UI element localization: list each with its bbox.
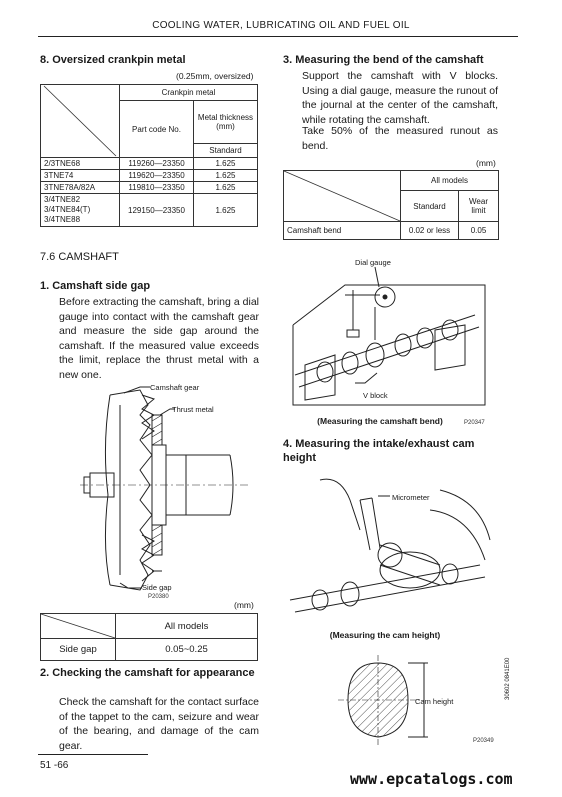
cell-thick: 1.625 <box>194 182 258 194</box>
table-corner <box>284 171 401 222</box>
section-3-title: 3. Measuring the bend of the camshaft <box>283 54 484 66</box>
section-8-unit: (0.25mm, oversized) <box>176 71 254 81</box>
page-header: COOLING WATER, LUBRICATING OIL AND FUEL OIL <box>152 20 410 31</box>
label-v-block: V block <box>363 391 388 400</box>
table-row <box>284 222 499 240</box>
cell-standard: 0.02 or less <box>401 222 459 240</box>
cell-model: 2/3TNE68 <box>41 158 120 170</box>
item-2-text: Check the camshaft for the contact surface of the tappet to the cam, seizure and wear of the bearing, and damage of the cam gear. <box>59 696 259 752</box>
side-code: 30602 0841E00 <box>505 657 511 700</box>
col-part-header: Part code No. <box>120 101 194 158</box>
label-dial-gauge: Dial gauge <box>355 258 391 267</box>
camshaft-bend-table <box>283 170 499 240</box>
col-group-header: Crankpin metal <box>120 85 258 101</box>
label-cam-height: Cam height <box>415 697 454 706</box>
cell-model: 3/4TNE82 3/4TNE84(T) 3/4TNE88 <box>41 194 120 227</box>
figure-code: P20380 <box>148 594 169 600</box>
watermark[interactable]: www.epcatalogs.com <box>350 770 513 788</box>
table-row <box>41 158 258 170</box>
cell-model: 3TNE74 <box>41 170 120 182</box>
table-corner <box>41 614 116 639</box>
section-76-title: 7.6 CAMSHAFT <box>40 251 119 263</box>
cell-value: 0.05~0.25 <box>116 639 258 661</box>
cell-label: Side gap <box>41 639 116 661</box>
cell-model: 3TNE78A/82A <box>41 182 120 194</box>
col-thick-header: Metal thickness (mm) <box>194 101 258 144</box>
table-corner <box>41 85 120 158</box>
bend-figure-caption: (Measuring the camshaft bend) <box>317 416 443 426</box>
cell-part: 119620—23350 <box>120 170 194 182</box>
table-row <box>41 639 258 661</box>
cam-figure-code: P20349 <box>473 738 494 744</box>
page-number: 51 -66 <box>40 760 69 771</box>
camshaft-side-gap-figure <box>80 385 260 595</box>
table-row <box>41 194 258 227</box>
cell-thick: 1.625 <box>194 194 258 227</box>
col-all-models: All models <box>401 171 499 191</box>
col-standard: Standard <box>401 191 459 222</box>
footer-rule <box>38 754 148 755</box>
col-all-models: All models <box>116 614 258 639</box>
section-3-text: Support the camshaft with V blocks. Using a dial gauge, measure the runout of the journal at the center of the camshaft, while rotating the camshaft. <box>302 70 498 126</box>
section-8-title: 8. Oversized crankpin metal <box>40 54 186 66</box>
cell-part: 119810—23350 <box>120 182 194 194</box>
bend-unit: (mm) <box>476 158 496 168</box>
cell-thick: 1.625 <box>194 170 258 182</box>
side-gap-table <box>40 613 258 661</box>
cell-part: 119260—23350 <box>120 158 194 170</box>
label-camshaft-gear: Camshaft gear <box>150 383 200 392</box>
cam-height-figure <box>290 470 490 620</box>
bend-figure-code: P20347 <box>464 420 485 426</box>
label-thrust-metal: Thrust metal <box>172 405 214 414</box>
item-2-title <box>40 666 260 681</box>
item-2-title-text: 2. Checking the camshaft for appearance <box>40 667 255 679</box>
camshaft-bend-figure <box>285 255 495 415</box>
side-gap-unit: (mm) <box>234 600 254 610</box>
header-rule <box>38 36 518 37</box>
cam-height-caption: (Measuring the cam height) <box>329 630 441 640</box>
col-std-header: Standard <box>194 144 258 158</box>
cell-label: Camshaft bend <box>284 222 401 240</box>
item-1-title: 1. Camshaft side gap <box>40 280 151 292</box>
section-4-title: 4. Measuring the intake/exhaust cam height <box>283 438 475 464</box>
cell-wear: 0.05 <box>459 222 499 240</box>
item-1-text: Before extracting the camshaft, bring a dial gauge into contact with the camshaft gear and measure the side gap around the camshaft. If the measured value exceeds the limit, replace the thrust metal with a new one. <box>59 296 259 381</box>
label-side-gap: Side gap <box>142 583 172 592</box>
table-row <box>41 182 258 194</box>
col-wear-limit: Wear limit <box>459 191 499 222</box>
table-row <box>41 170 258 182</box>
cell-thick: 1.625 <box>194 158 258 170</box>
section-3-text-2: Take 50% of the measured runout as bend. <box>302 125 498 152</box>
cell-part: 129150—23350 <box>120 194 194 227</box>
crankpin-metal-table <box>40 84 258 227</box>
label-micrometer: Micrometer <box>392 493 430 502</box>
